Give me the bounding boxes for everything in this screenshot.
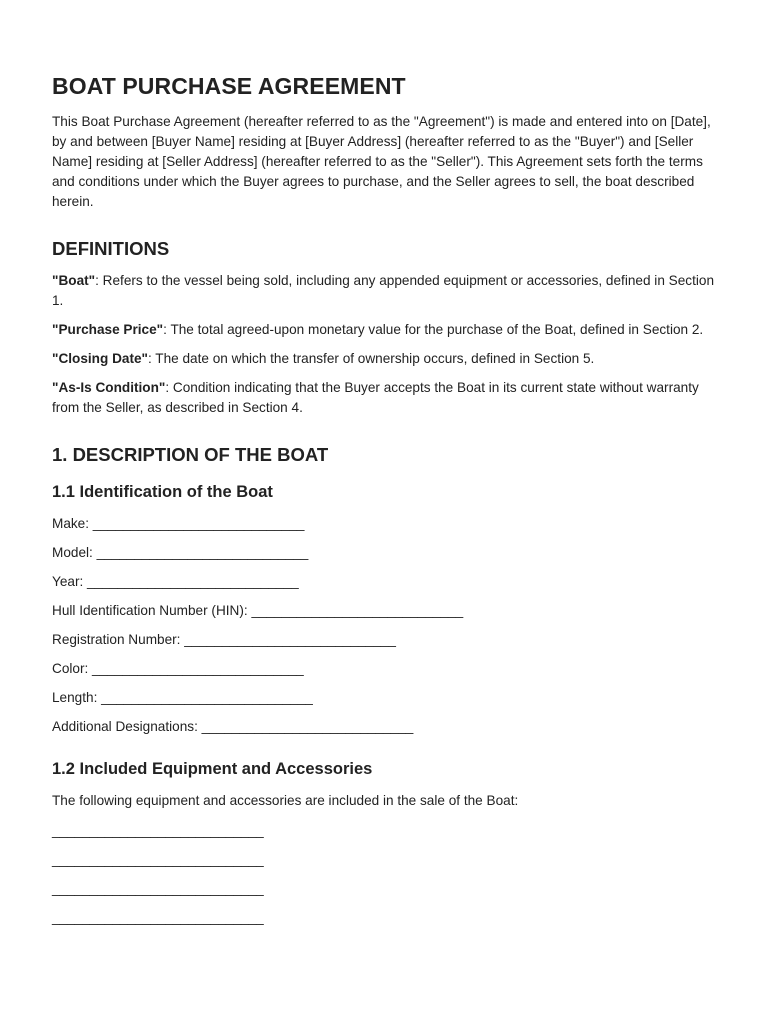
equipment-blank-line[interactable]: ____________________________ [52,823,264,838]
definition-term: "As-Is Condition" [52,380,166,395]
intro-paragraph: This Boat Purchase Agreement (hereafter referred to as the "Agreement") is made and entered into on [Date], by and between [Buyer Name] residing at [Buyer Address] (hereafter referred to as the "Buyer") and [Seller Name] residing at [Seller Address] (hereafter referred to as the "Seller"). This Agreement sets forth the terms and conditions under which the Buyer agrees to purchase, and the Seller agrees to sell, the boat described herein. [52,114,711,209]
field-model[interactable]: Model: ____________________________ [52,545,309,560]
definition-item [52,378,722,418]
field-color[interactable]: Color: ____________________________ [52,661,304,676]
definition-term: "Closing Date" [52,351,148,366]
document-body [52,72,722,937]
identification-fields [52,514,722,737]
equipment-blanks [52,821,722,928]
field-additional-designations[interactable]: Additional Designations: ____________________________ [52,719,414,734]
definitions-heading: DEFINITIONS [52,238,170,259]
field-year[interactable]: Year: ____________________________ [52,574,299,589]
document-title: BOAT PURCHASE AGREEMENT [52,73,406,99]
definition-item [52,320,722,340]
definition-text: : The date on which the transfer of ownership occurs, defined in Section 5. [147,351,595,366]
definitions-list [52,271,722,418]
field-hin[interactable]: Hull Identification Number (HIN): ____________________________ [52,603,464,618]
field-make[interactable]: Make: ____________________________ [52,516,305,531]
field-registration-number[interactable]: Registration Number: ____________________________ [52,632,396,647]
equipment-intro: The following equipment and accessories are included in the sale of the Boat: [52,793,519,808]
definition-text: : Condition indicating that the Buyer accepts the Boat in its current state without warranty from the Seller, as described in Section 4. [52,380,699,415]
definition-text: : The total agreed-upon monetary value for the purchase of the Boat, defined in Section 2. [163,322,704,337]
definition-item [52,349,722,369]
definition-text: : Refers to the vessel being sold, including any appended equipment or accessories, defined in Section 1. [52,273,715,308]
section-1-1-heading: 1.1 Identification of the Boat [52,483,273,501]
equipment-blank-line[interactable]: ____________________________ [52,852,264,867]
definition-term: "Boat" [52,273,96,288]
definition-item [52,271,722,311]
equipment-blank-line[interactable]: ____________________________ [52,881,264,896]
section-1-heading: 1. DESCRIPTION OF THE BOAT [52,444,329,465]
definition-term: "Purchase Price" [52,322,164,337]
section-1-2-heading: 1.2 Included Equipment and Accessories [52,760,373,778]
equipment-blank-line[interactable]: ____________________________ [52,910,264,925]
field-length[interactable]: Length: ____________________________ [52,690,313,705]
